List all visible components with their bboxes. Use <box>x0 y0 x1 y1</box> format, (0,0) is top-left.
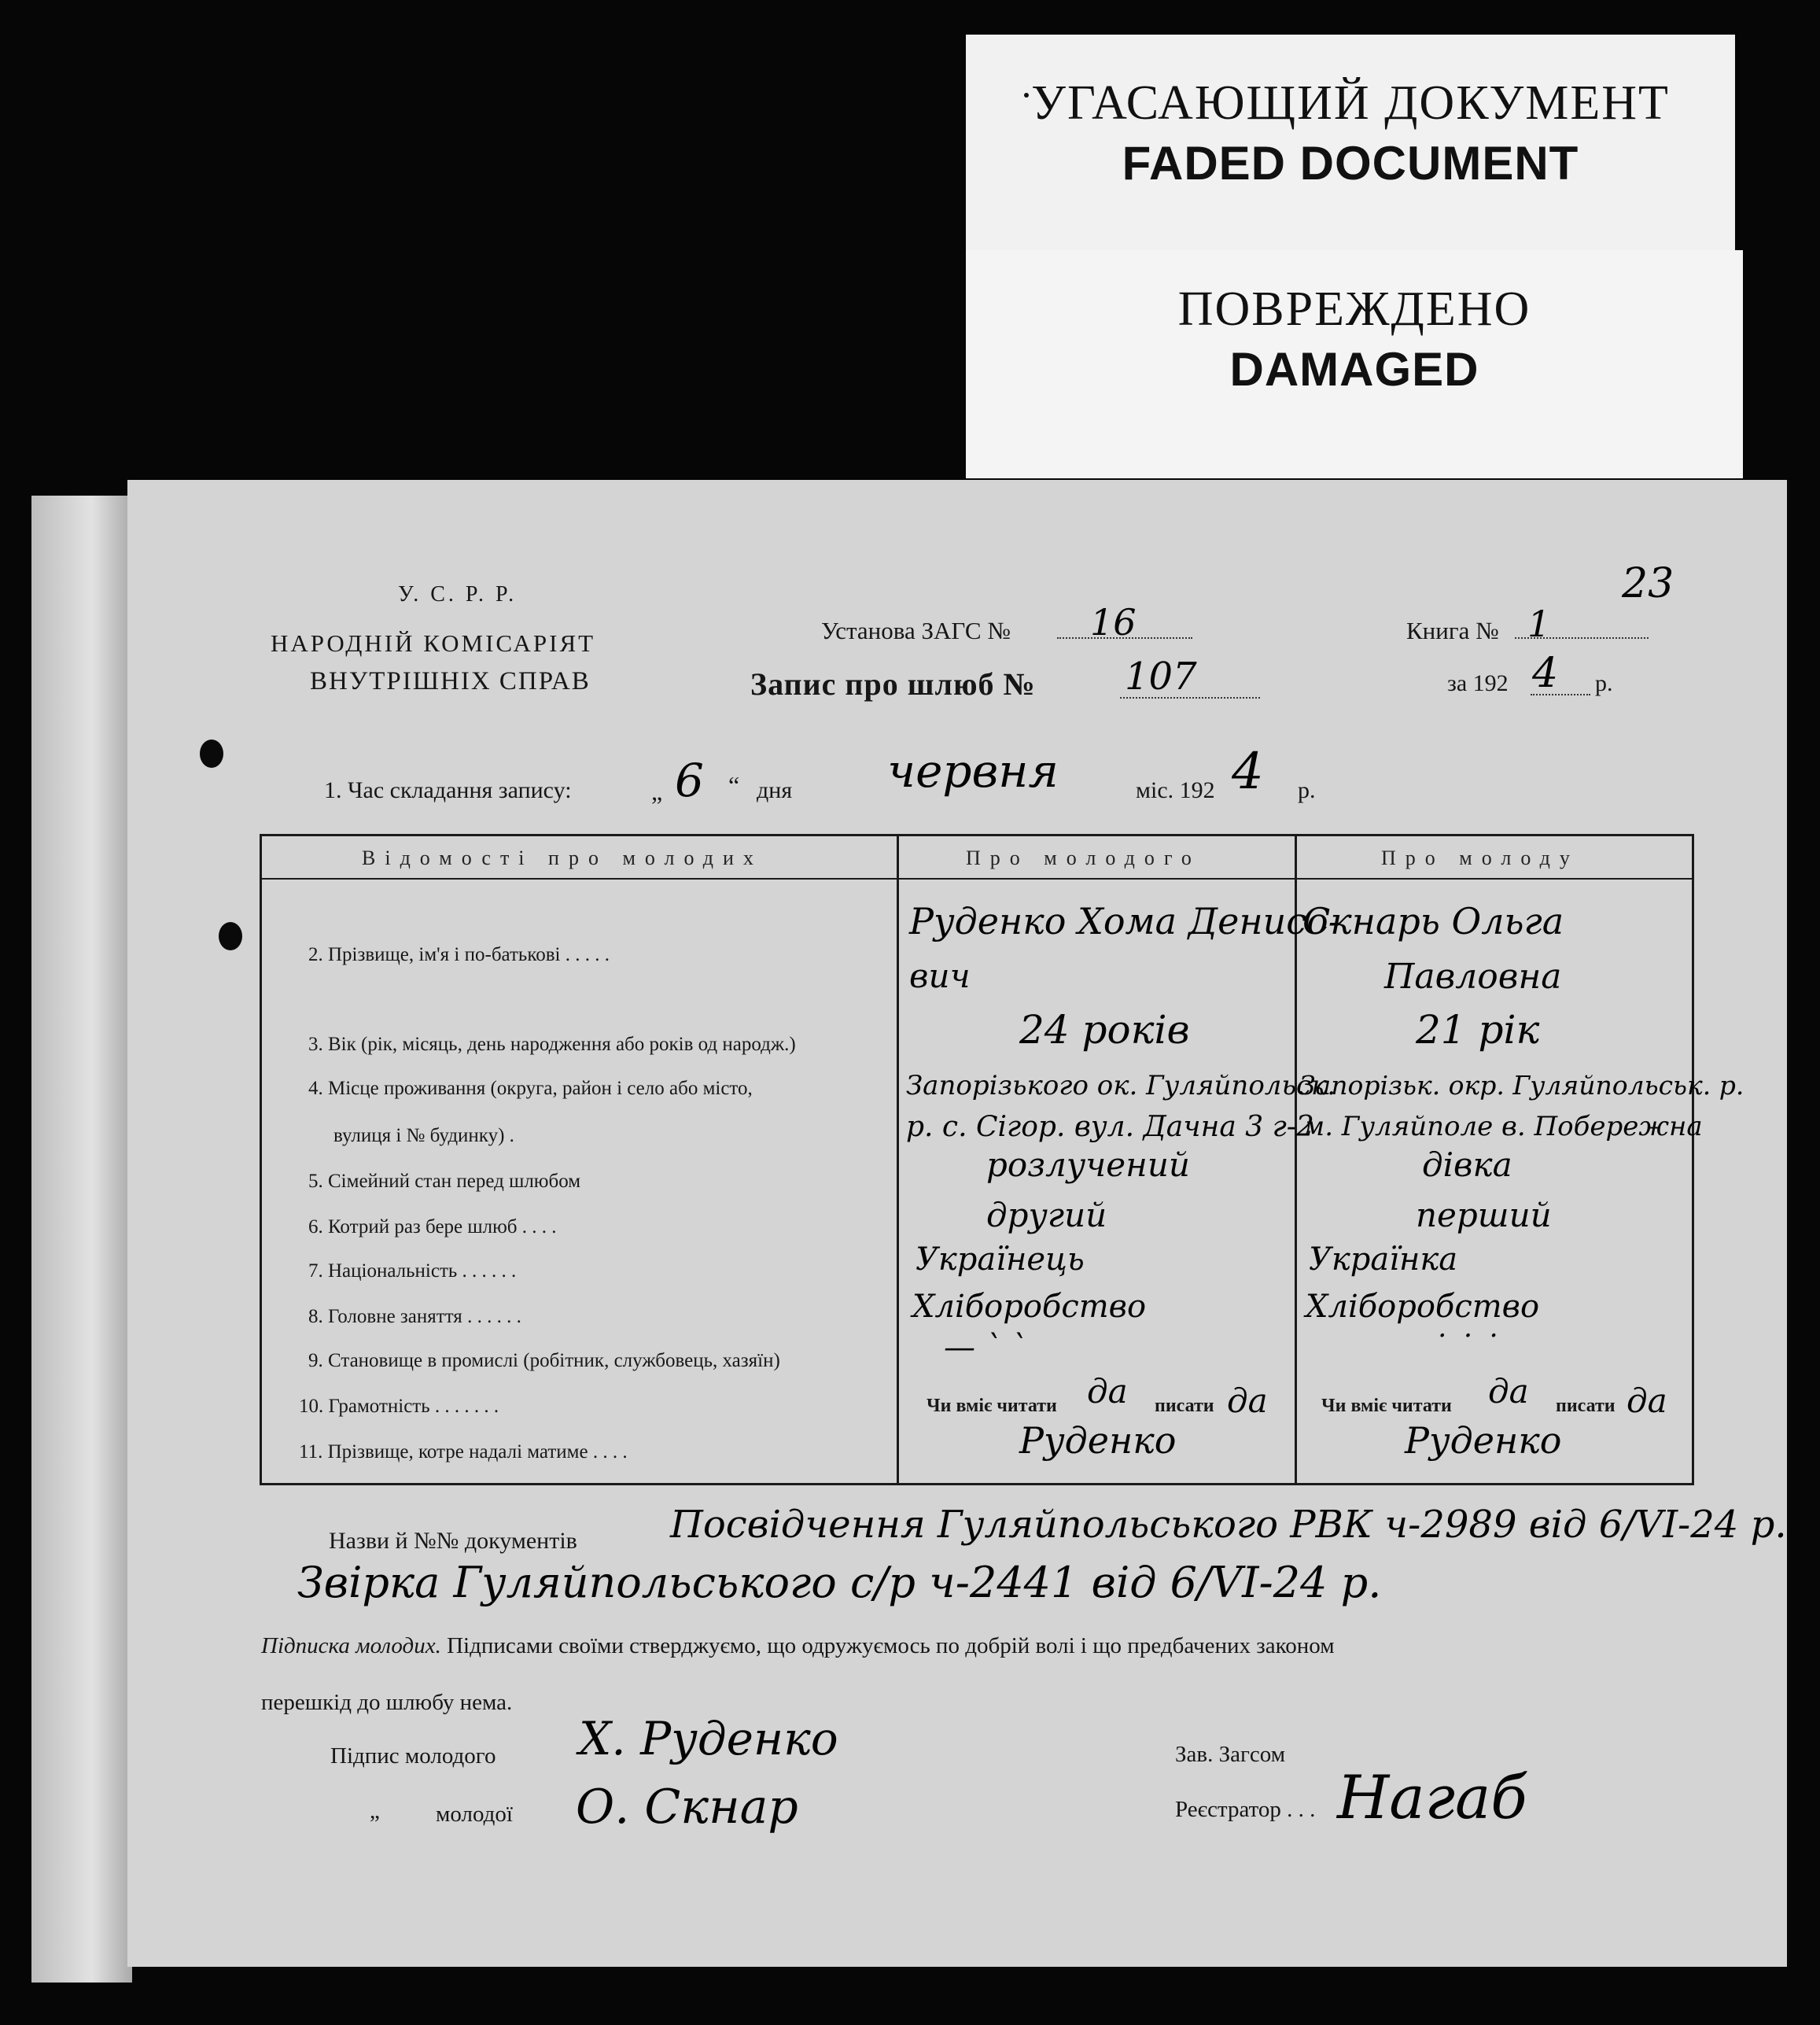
groom-marriage-count: другий <box>986 1196 1107 1234</box>
bride-write-label: писати <box>1556 1396 1616 1416</box>
groom-marital: розлучений <box>986 1145 1190 1184</box>
row-label-position: 9. Становище в промислі (робітник, службовець, хазяїн) <box>308 1350 780 1371</box>
row-label-occupation: 8. Головне заняття . . . . . . <box>308 1306 521 1327</box>
record-time-label: 1. Час складання запису: <box>324 777 572 803</box>
row-label-name: 2. Прізвище, ім'я і по-батькові . . . . . <box>308 944 610 965</box>
record-title: Запис про шлюб № <box>750 666 1036 702</box>
bride-position: ˙ ˙ ˙ <box>1431 1330 1499 1366</box>
ink-dot <box>1024 93 1029 98</box>
groom-name-2: вич <box>909 957 971 995</box>
bride-signature: О. Скнар <box>576 1780 798 1835</box>
row-label-age: 3. Вік (рік, місяць, день народження або років од народж.) <box>308 1034 796 1055</box>
faded-label-ru: УГАСАЮЩИЙ ДОКУМЕНТ <box>1031 76 1670 130</box>
record-number-line <box>1120 655 1260 699</box>
bride-name: Скнарь Ольга <box>1302 900 1564 942</box>
punch-hole <box>219 922 242 950</box>
row-label-marital: 5. Сімейний стан перед шлюбом <box>308 1171 581 1192</box>
groom-residence: Запорізького ок. Гуляйпольск. <box>906 1070 1336 1101</box>
book-number-line <box>1515 603 1649 645</box>
col-head-groom: Про молодого <box>966 847 1201 869</box>
row-label-marriage-count: 6. Котрий раз бере шлюб . . . . <box>308 1216 557 1238</box>
bride-read: да <box>1488 1372 1529 1411</box>
groom-position: — ˋ ˋ <box>944 1330 1027 1366</box>
commissariat-line1: НАРОДНІЙ КОМІСАРІЯТ <box>271 629 596 657</box>
record-month: червня <box>887 744 1059 798</box>
registrar-signature: Нагаб <box>1337 1762 1527 1832</box>
faded-document-label <box>966 35 1735 271</box>
close-quote: “ <box>728 771 740 799</box>
zags-label: Установа ЗАГС № <box>821 617 1011 644</box>
table-header-divider <box>260 878 1694 880</box>
punch-hole <box>200 740 223 768</box>
table-divider <box>897 834 899 1483</box>
record-year-digit: 4 <box>1232 743 1264 801</box>
col-head-info: Відомості про молодих <box>362 847 763 869</box>
book-number: 1 <box>1527 603 1551 645</box>
groom-name: Руденко Хома Денисо- <box>909 900 1341 942</box>
damaged-document-label <box>966 250 1743 478</box>
documents-label: Назви й №№ документів <box>329 1528 577 1554</box>
bride-future-surname: Руденко <box>1405 1419 1562 1462</box>
page-number: 23 <box>1622 560 1674 607</box>
damaged-label-en: DAMAGED <box>1229 343 1479 396</box>
groom-residence-2: р. с. Сігор. вул. Дачна 3 г-2 <box>906 1111 1314 1143</box>
month-label: міс. 192 <box>1136 777 1215 803</box>
year-line <box>1531 650 1590 697</box>
bride-occupation: Хліборобство <box>1306 1289 1540 1325</box>
record-day: 6 <box>675 754 704 807</box>
bride-quote-mark: „ <box>370 1798 380 1824</box>
groom-signature-label: Підпис молодого <box>330 1743 496 1769</box>
row-label-future-surname: 11. Прізвище, котре надалі матиме . . . . <box>299 1441 628 1462</box>
declaration-line2: перешкід до шлюбу нема. <box>261 1690 513 1715</box>
day-word: дня <box>757 777 793 803</box>
bride-marriage-count: перший <box>1416 1196 1552 1234</box>
col-head-bride: Про молоду <box>1381 847 1579 869</box>
groom-signature: Х. Руденко <box>579 1712 838 1765</box>
zags-number-line <box>1057 601 1192 644</box>
groom-age: 24 років <box>1019 1007 1190 1053</box>
record-number: 107 <box>1125 655 1197 699</box>
commissariat-line2: ВНУТРІШНІХ СПРАВ <box>310 667 591 695</box>
documents-line1: Посвідчення Гуляйпольського РВК ч-2989 від 6/VI-24 р. <box>670 1503 1787 1547</box>
bride-residence: Запорізьк. окр. Гуляйпольськ. р. <box>1299 1070 1744 1101</box>
zags-head-label: Зав. Загсом <box>1175 1742 1286 1767</box>
row-label-residence-2: вулиця і № будинку) . <box>333 1125 514 1146</box>
groom-read: да <box>1087 1372 1128 1411</box>
republic-abbrev: У. С. Р. Р. <box>398 582 518 607</box>
bride-read-label: Чи вміє читати <box>1321 1396 1452 1416</box>
groom-future-surname: Руденко <box>1019 1419 1177 1462</box>
declaration-line1: Підписка молодих. Підписами своїми стверджуємо, що одружуємось по добрій волі і що предбачених законом <box>261 1633 1335 1658</box>
zags-number: 16 <box>1090 601 1137 644</box>
bride-write: да <box>1627 1381 1667 1420</box>
bride-residence-2: м. Гуляйполе в. Побережна <box>1302 1111 1703 1142</box>
bride-signature-label: молодої <box>436 1802 513 1827</box>
row-label-nationality: 7. Національність . . . . . . <box>308 1260 517 1282</box>
declaration-lead: Підписка молодих. <box>261 1633 441 1658</box>
groom-occupation: Хліборобство <box>912 1289 1147 1325</box>
year-label: за 192 <box>1447 670 1509 696</box>
open-quote: „ <box>651 777 663 806</box>
record-year-suffix: р. <box>1298 777 1316 803</box>
binding-spine <box>31 496 132 1983</box>
book-label: Книга № <box>1406 617 1499 644</box>
bride-nationality: Українка <box>1309 1241 1458 1278</box>
documents-line2: Звірка Гуляйпольського с/р ч-2441 від 6/VI-24 р. <box>297 1558 1382 1607</box>
bride-age: 21 рік <box>1416 1007 1540 1053</box>
bride-marital: дівка <box>1422 1145 1512 1184</box>
row-label-residence: 4. Місце проживання (округа, район і село або місто, <box>308 1078 753 1099</box>
groom-write: да <box>1227 1381 1268 1420</box>
groom-nationality: Українець <box>916 1241 1085 1278</box>
damaged-label-ru: ПОВРЕЖДЕНО <box>1177 282 1531 336</box>
groom-read-label: Чи вміє читати <box>927 1396 1057 1416</box>
registrar-label: Реєстратор . . . <box>1175 1797 1316 1822</box>
row-label-literacy: 10. Грамотність . . . . . . . <box>299 1396 499 1417</box>
year-suffix: р. <box>1595 670 1613 696</box>
bride-name-2: Павловна <box>1384 957 1562 997</box>
year-digit: 4 <box>1532 650 1559 697</box>
faded-label-en: FADED DOCUMENT <box>1122 137 1579 190</box>
groom-write-label: писати <box>1155 1396 1214 1416</box>
